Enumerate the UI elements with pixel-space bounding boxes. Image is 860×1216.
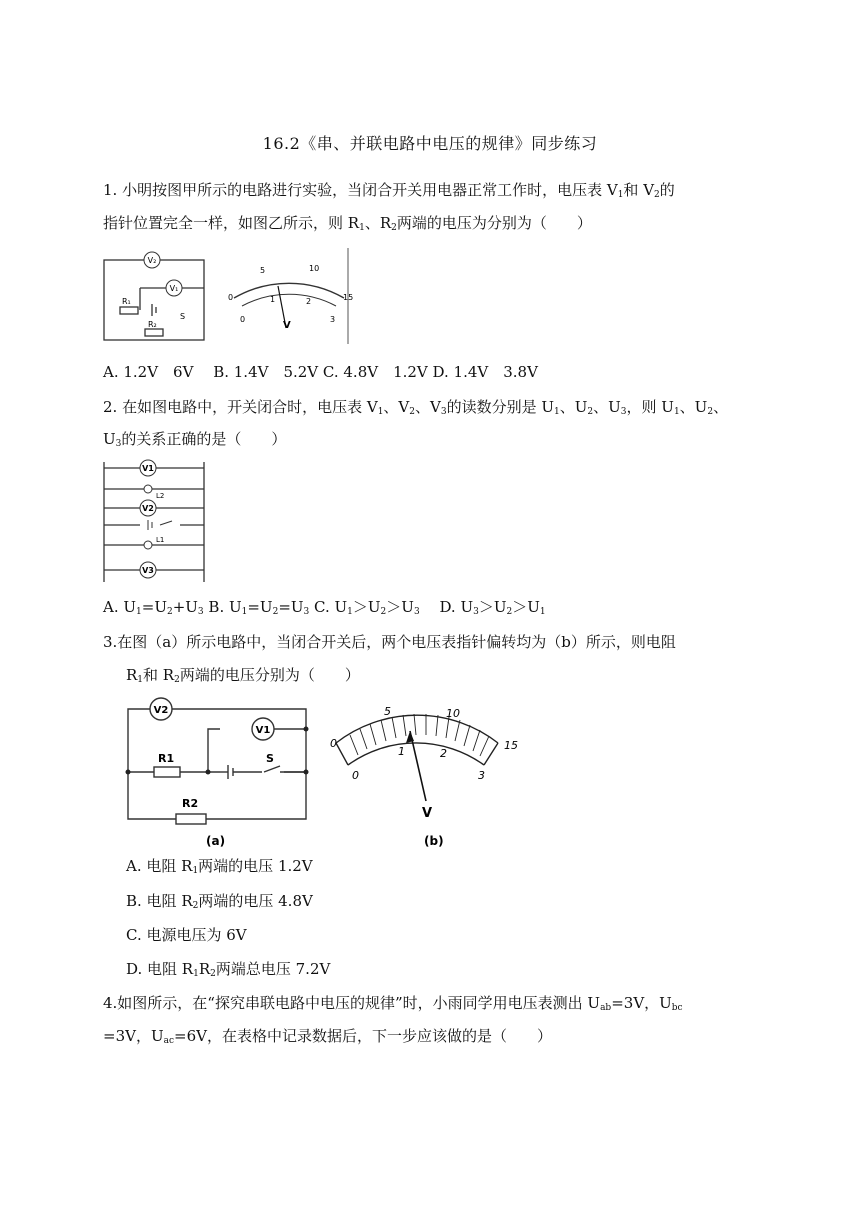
- q3-switch-label: S: [266, 752, 274, 765]
- q1-r1-label: R₁: [122, 297, 131, 306]
- q3-caption-a: (a): [206, 834, 226, 848]
- svg-text:0: 0: [330, 737, 337, 750]
- q2-v1-meter: [140, 460, 156, 476]
- svg-text:V1: V1: [255, 725, 271, 736]
- svg-text:5: 5: [260, 266, 266, 275]
- q2-lamp-l1: [144, 536, 164, 549]
- q3-option-a: A. 电阻 $R_1$两端的电压 1.2V: [126, 857, 313, 876]
- page-title: 16.2《串、并联电路中电压的规律》同步练习: [262, 134, 598, 153]
- q2-battery-switch: [140, 519, 180, 531]
- q2-v2-meter: [140, 500, 156, 516]
- svg-text:0: 0: [240, 315, 246, 324]
- q2-stem-line1: 2. 在如图电路中，开关闭合时，电压表 $V_1$、$V_2$、$V_3$的读数分别是 $U_1$、$U_2$、$U_3$，则 $U_1$、$U_2$、: [103, 398, 729, 417]
- q1-options: A. 1.2V 6V B. 1.4V 5.2V C. 4.8V 1.2V D. 1.4V 3.8V: [103, 363, 538, 381]
- q3-stem-line1: 3.在图（a）所示电路中，当闭合开关后，两个电压表指针偏转均为（b）所示，则电阻: [103, 633, 676, 651]
- q3-r1-label: R1: [158, 752, 175, 765]
- q2-options: A. $U_1=U_2+U_3$ B. $U_1=U_2=U_3$ C. $U_1>U_2>U_3$ D. $U_3>U_2>U_1$: [103, 598, 546, 617]
- q3-v2-meter: [150, 698, 172, 720]
- q1-v1-meter: [166, 280, 182, 296]
- svg-text:V1: V1: [142, 464, 154, 473]
- q3-stem-line2: $R_1$和 $R_2$两端的电压分别为（ ）: [126, 666, 360, 685]
- q3-option-d: D. 电阻 $R_1R_2$两端总电压 7.2V: [126, 960, 331, 979]
- svg-text:0: 0: [352, 769, 359, 782]
- q1-v2-meter: [144, 252, 160, 268]
- svg-text:10: 10: [309, 264, 320, 273]
- svg-text:3: 3: [478, 769, 485, 782]
- q1-stem-line2: 指针位置完全一样，如图乙所示，则 $R_1$、$R_2$两端的电压为分别为（ ）: [103, 214, 592, 233]
- q2-lamp-l2: [144, 485, 164, 500]
- q1-stem-line1: 1. 小明按图甲所示的电路进行实验，当闭合开关用电器正常工作时，电压表 $V_1$和 $V_2$的: [103, 181, 675, 200]
- q2-v3-meter: [140, 562, 156, 578]
- q3-figure: [124, 695, 524, 851]
- q4-stem-line2: =3V，$U_{ac}=6V$，在表格中记录数据后，下一步应该做的是（ ）: [103, 1027, 552, 1046]
- svg-text:15: 15: [343, 293, 354, 302]
- svg-text:V: V: [283, 320, 291, 331]
- svg-text:V₁: V₁: [169, 284, 179, 293]
- svg-text:1: 1: [270, 295, 276, 304]
- q1-switch-label: S: [180, 312, 186, 321]
- svg-text:V3: V3: [142, 566, 154, 575]
- svg-text:2: 2: [306, 297, 312, 306]
- svg-text:3: 3: [330, 315, 336, 324]
- q3-meter-needle: [410, 731, 426, 801]
- svg-text:1: 1: [398, 745, 405, 758]
- svg-text:0: 0: [228, 293, 234, 302]
- q3-meter-hatch: [350, 714, 489, 756]
- svg-text:2: 2: [440, 747, 447, 760]
- q3-option-b: B. 电阻 $R_2$两端的电压 4.8V: [126, 892, 313, 911]
- svg-text:L2: L2: [156, 492, 165, 500]
- q4-stem-line1: 4.如图所示，在“探究串联电路中电压的规律”时，小雨同学用电压表测出 $U_{ab}=3V$，$U_{bc}$: [103, 994, 683, 1013]
- q1-figure: [100, 248, 360, 344]
- q3-option-c: C. 电源电压为 6V: [126, 926, 247, 944]
- q3-circuit-a: [128, 709, 306, 824]
- q3-r2-label: R2: [182, 797, 199, 810]
- svg-text:V₂: V₂: [147, 256, 157, 265]
- q2-stem-line2: $U_3$的关系正确的是（ ）: [103, 430, 287, 449]
- q2-figure: [100, 458, 210, 586]
- svg-text:V: V: [422, 806, 433, 821]
- q1-meter-dial: [228, 264, 353, 331]
- svg-text:10: 10: [446, 707, 460, 720]
- q3-meter-b: [330, 705, 518, 821]
- svg-text:V2: V2: [153, 705, 169, 716]
- svg-text:V2: V2: [142, 504, 154, 513]
- q3-v1-meter: [252, 718, 274, 740]
- svg-text:15: 15: [504, 739, 518, 752]
- q1-r2-label: R₂: [148, 320, 157, 329]
- q3-caption-b: (b): [424, 834, 444, 848]
- svg-text:5: 5: [384, 705, 391, 718]
- svg-text:L1: L1: [156, 536, 165, 544]
